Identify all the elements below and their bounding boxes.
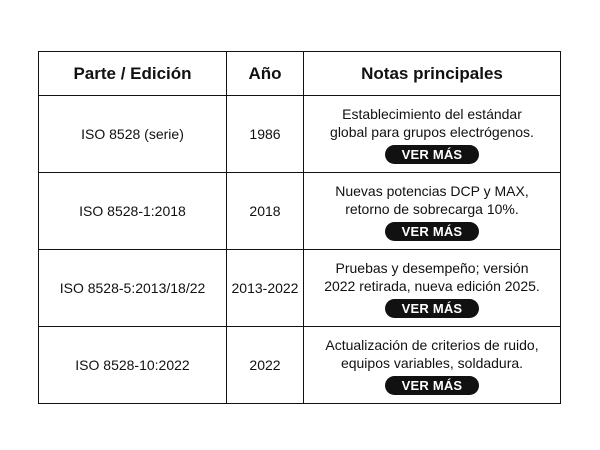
header-notes: Notas principales [304,52,561,96]
cell-notes [304,96,561,173]
table-row [39,327,561,404]
ver-mas-button[interactable]: VER MÁS [385,299,479,318]
cell-notes [304,173,561,250]
cell-year: 2018 [227,173,304,250]
cell-part: ISO 8528 (serie) [39,96,227,173]
note-line: equipos variables, soldadura. [340,354,524,371]
iso-8528-table [38,51,561,404]
note-line: Establecimiento del estándar [342,105,522,122]
note-line: Actualización de criterios de ruido, [325,336,539,353]
table-row [39,173,561,250]
cell-year: 2013-2022 [227,250,304,327]
header-part: Parte / Edición [39,52,227,96]
cell-notes [304,327,561,404]
cell-notes [304,250,561,327]
table-header-row [39,52,561,96]
note-line: global para grupos electrógenos. [330,123,534,140]
table-row [39,250,561,327]
ver-mas-button[interactable]: VER MÁS [385,145,479,164]
cell-part: ISO 8528-1:2018 [39,173,227,250]
note-line: 2022 retirada, nueva edición 2025. [324,277,540,294]
note-line: Pruebas y desempeño; versión [335,259,529,276]
table-row [39,96,561,173]
header-year: Año [227,52,304,96]
cell-year: 1986 [227,96,304,173]
note-line: Nuevas potencias DCP y MAX, [335,182,529,199]
ver-mas-button[interactable]: VER MÁS [385,222,479,241]
ver-mas-button[interactable]: VER MÁS [385,376,479,395]
cell-part: ISO 8528-10:2022 [39,327,227,404]
cell-year: 2022 [227,327,304,404]
cell-part: ISO 8528-5:2013/18/22 [39,250,227,327]
note-line: retorno de sobrecarga 10%. [345,200,519,217]
